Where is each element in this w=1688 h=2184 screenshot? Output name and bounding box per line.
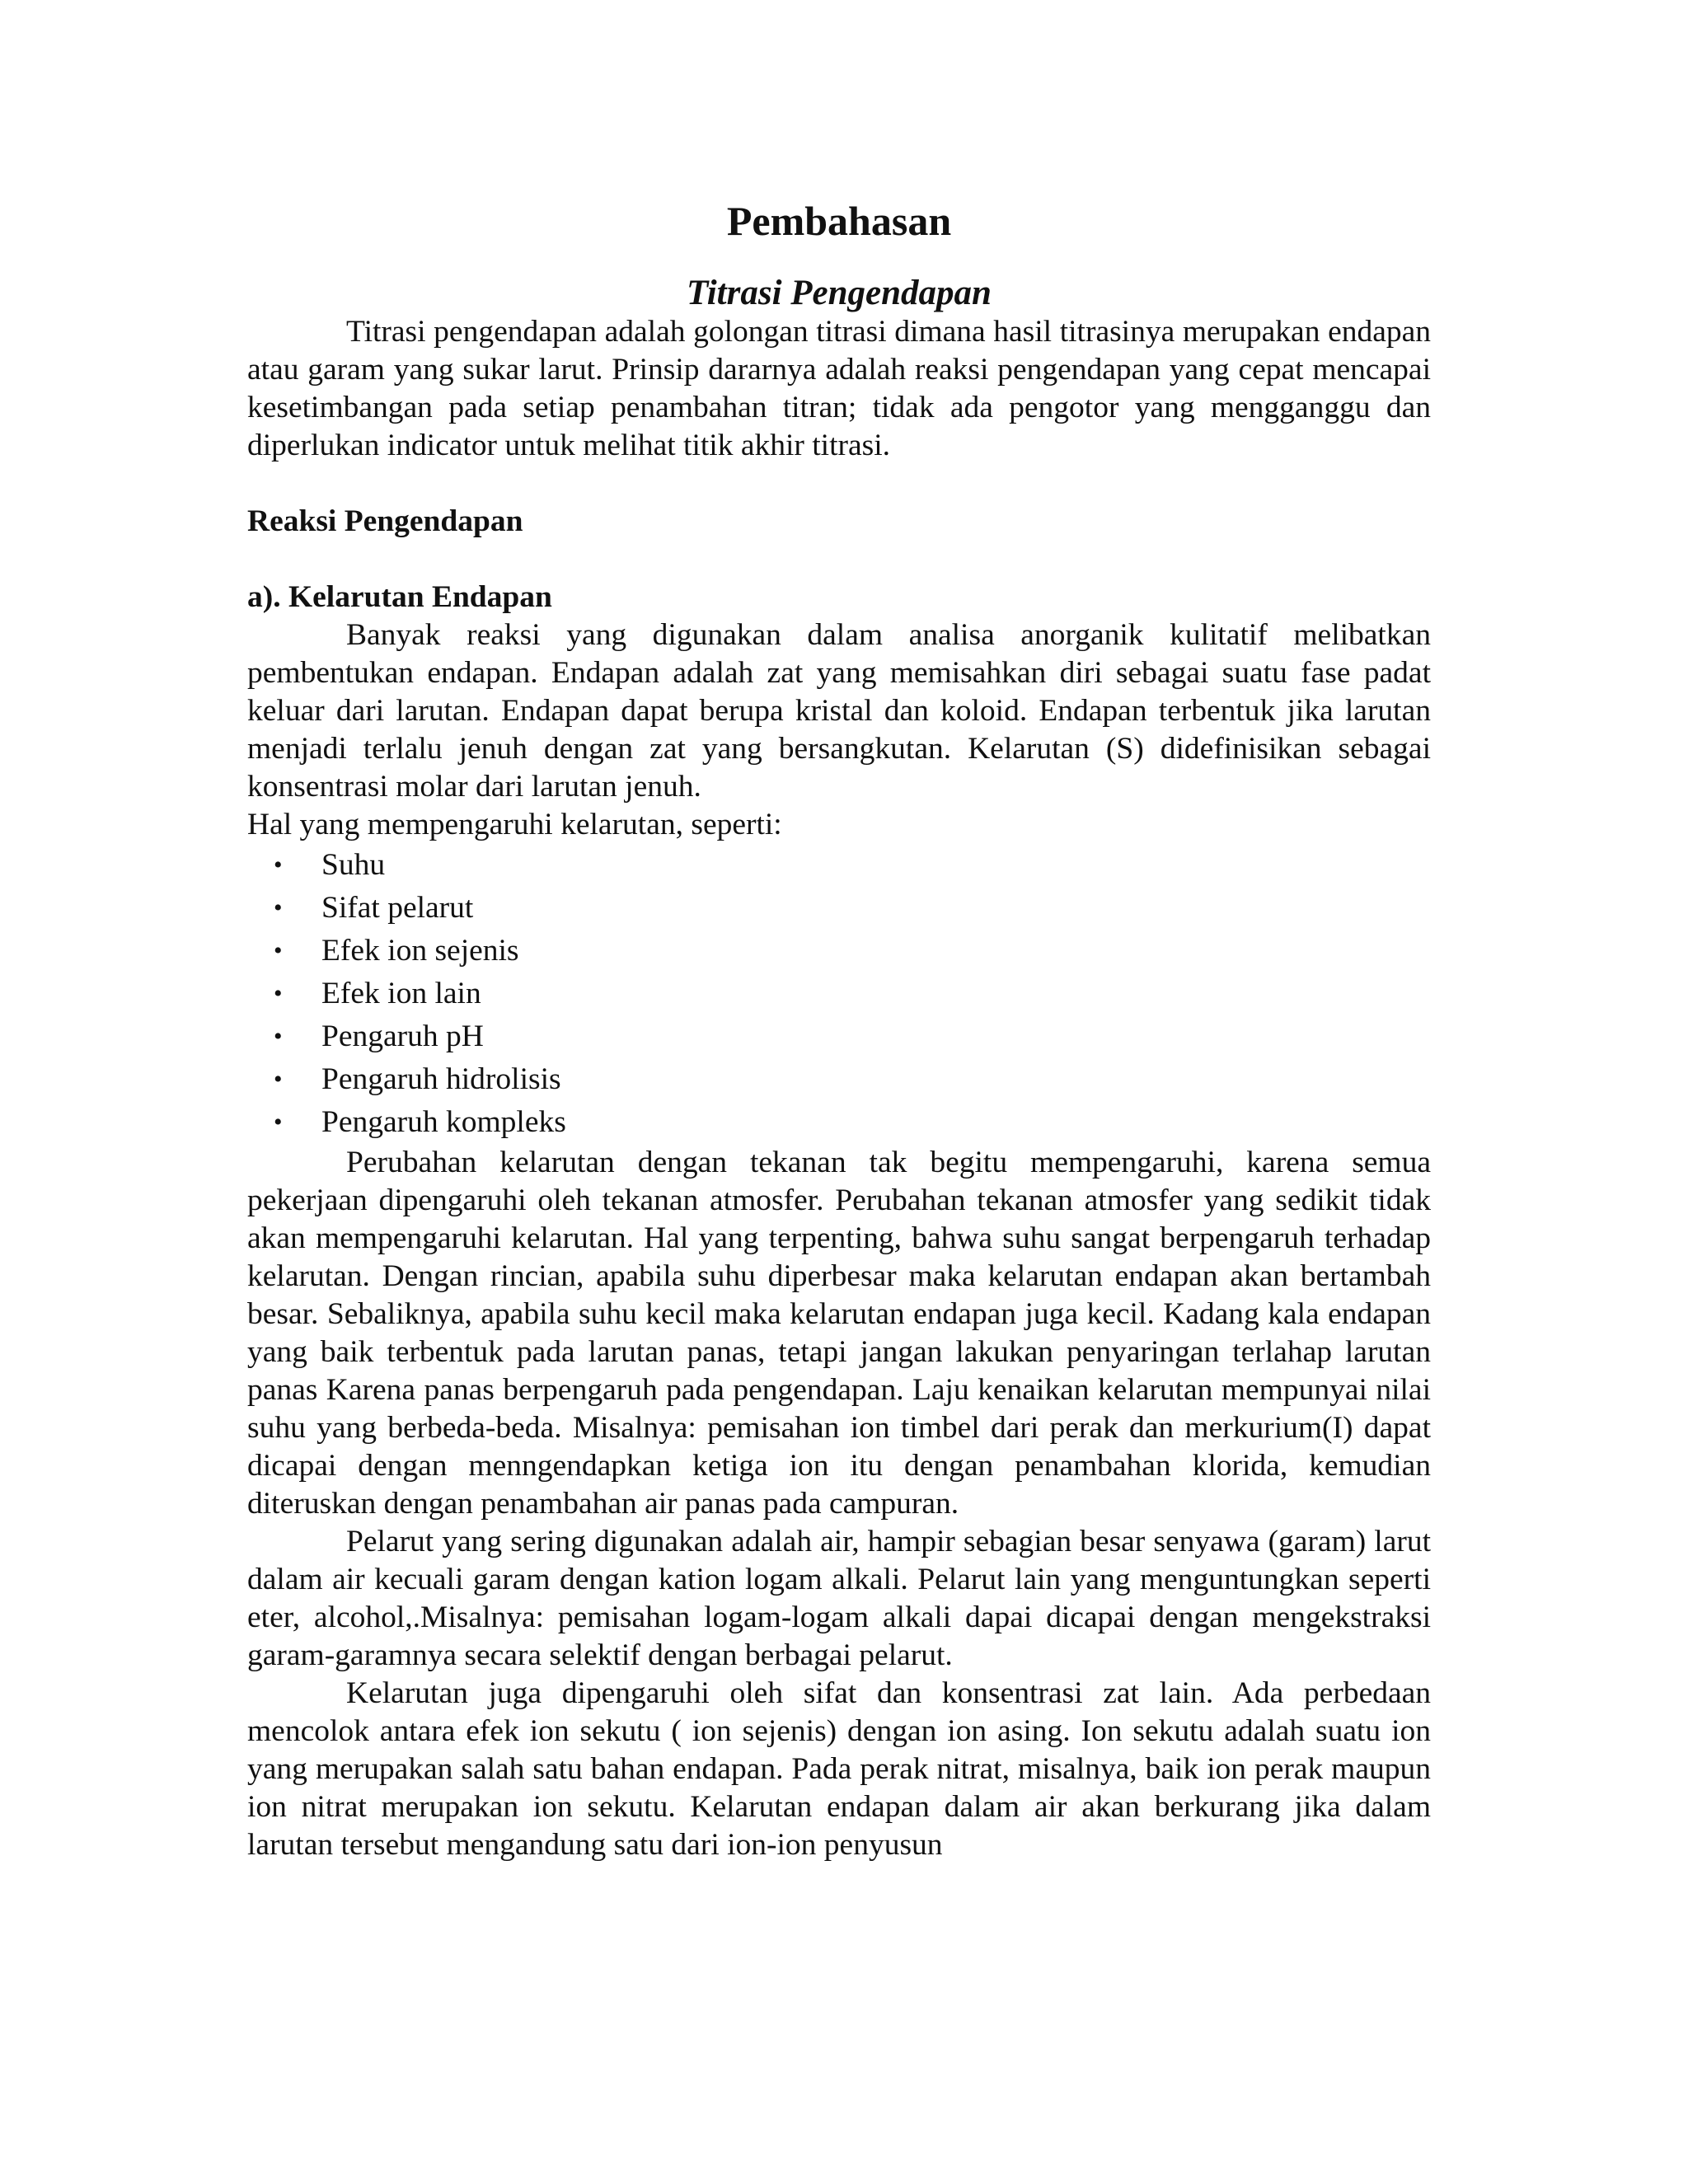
paragraph-kelarutan: Banyak reaksi yang digunakan dalam analisa anorganik kulitatif melibatkan pembentukan endapan. Endapan adalah zat yang memisahkan diri sebagai suatu fase padat keluar dari larutan. Endapan dapat berupa kristal dan koloid. Endapan terbentuk jika larutan menjadi terlalu jenuh dengan zat yang bersangkutan. Kelarutan (S) didefinisikan sebagai konsentrasi molar dari larutan jenuh. xyxy=(247,618,1431,804)
list-item: • Suhu xyxy=(247,844,1431,887)
intro-paragraph: Titrasi pengendapan adalah golongan titrasi dimana hasil titrasinya merupakan endapan atau garam yang sukar larut. Prinsip dararnya adalah reaksi pengendapan yang cepat mencapai kesetimbangan pada setiap penambahan titran; tidak ada pengotor yang mengganggu dan diperlukan indicator untuk melihat titik akhir titrasi. xyxy=(247,315,1431,462)
page-title: Pembahasan xyxy=(726,198,952,244)
spacer xyxy=(247,541,1431,579)
list-intro: Hal yang mempengaruhi kelarutan, seperti: xyxy=(247,808,782,841)
list-item: • Pengaruh hidrolisis xyxy=(247,1058,1431,1101)
bullet-icon: • xyxy=(274,894,283,921)
bullet-icon: • xyxy=(274,1066,283,1093)
list-item: • Efek ion sejenis xyxy=(247,930,1431,972)
paragraph-tekanan: Perubahan kelarutan dengan tekanan tak begitu mempengaruhi, karena semua pekerjaan dipengaruhi oleh tekanan atmosfer. Perubahan tekanan atmosfer yang sedikit tidak akan mempengaruhi kelarutan. Hal yang terpenting, bahwa suhu sangat berpengaruh terhadap kelarutan. Dengan rincian, apabila suhu diperbesar maka kelarutan endapan akan bertambah besar. Sebaliknya, apabila suhu kecil maka kelarutan endapan juga kecil. Kadang kala endapan yang baik terbentuk pada larutan panas, tetapi jangan lakukan penyaringan terlahap larutan panas Karena panas berpengaruh pada pengendapan. Laju kenaikan kelarutan mempunyai nilai suhu yang berbeda-beda. Misalnya: pemisahan ion timbel dari perak dan merkurium(I) dapat dicapai dengan menngendapkan ketiga ion itu dengan penambahan klorida, kemudian diteruskan dengan penambahan air panas pada campuran. xyxy=(247,1146,1431,1521)
bullet-icon: • xyxy=(274,980,283,1007)
paragraph-ion-sekutu: Kelarutan juga dipengaruhi oleh sifat dan konsentrasi zat lain. Ada perbedaan mencolok antara efek ion sekutu ( ion sejenis) dengan ion asing. Ion sekutu adalah suatu ion yang merupakan salah satu bahan endapan. Pada perak nitrat, misalnya, baik ion perak maupun ion nitrat merupakan ion sekutu. Kelarutan endapan dalam air akan berkurang jika dalam larutan tersebut mengandung satu dari ion-ion penyusun xyxy=(247,1676,1431,1862)
list-item: • Sifat pelarut xyxy=(247,887,1431,930)
bullet-icon: • xyxy=(274,937,283,964)
factor-list xyxy=(247,844,1431,1144)
bullet-icon: • xyxy=(274,851,283,879)
bullet-icon: • xyxy=(274,1108,283,1136)
section-title: Titrasi Pengendapan xyxy=(687,274,992,312)
paragraph-pelarut: Pelarut yang sering digunakan adalah air, hampir sebagian besar senyawa (garam) larut dalam air kecuali garam dengan kation logam alkali. Pelarut lain yang menguntungkan seperti eter, alcohol,.Misalnya: pemisahan logam-logam alkali dapai dicapai dengan mengekstraksi garam-garamnya secara selektif dengan berbagai pelarut. xyxy=(247,1525,1431,1672)
list-item: • Efek ion lain xyxy=(247,972,1431,1015)
document-page xyxy=(247,196,1431,1864)
heading-reaksi-pengendapan: Reaksi Pengendapan xyxy=(247,504,523,538)
heading-kelarutan-endapan: a). Kelarutan Endapan xyxy=(247,580,552,614)
list-item: • Pengaruh pH xyxy=(247,1015,1431,1058)
bullet-icon: • xyxy=(274,1023,283,1050)
spacer xyxy=(247,465,1431,503)
list-item: • Pengaruh kompleks xyxy=(247,1101,1431,1144)
